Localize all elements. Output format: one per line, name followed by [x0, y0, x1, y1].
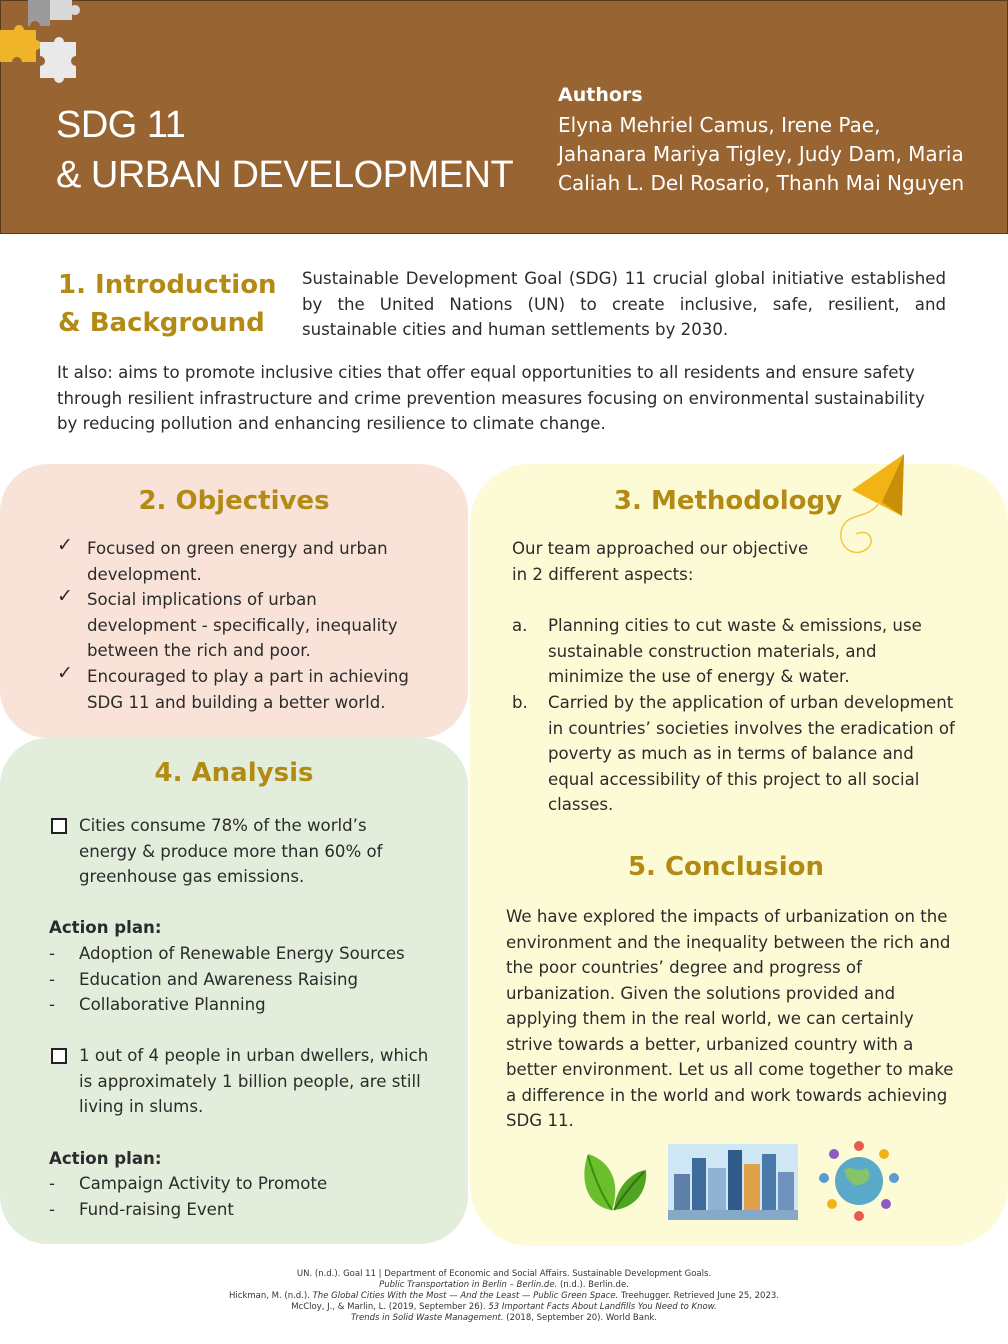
action-item: Fund-raising Event [79, 1200, 234, 1219]
objective-item: Social implications of urban development - specifically, inequality between the rich and poor. [87, 590, 398, 660]
checkbox-bullet-icon [51, 1048, 67, 1064]
intro-heading-line1: 1. Introduction [58, 270, 277, 300]
intro-paragraph-2: It also: aims to promote inclusive cities that offer equal opportunities to all residents and ensure safety through resilient infrastructure and crime prevention measures focusing on environmental sustainability by reducing pollution and enhancing resilience to climate change. [57, 363, 925, 433]
methodology-item: Carried by the application of urban development in countries’ societies involves the eradication of poverty as much as in terms of balance and equal accessibility of this project to all social classes. [548, 693, 955, 814]
dash-bullet: - [49, 1200, 55, 1219]
objective-item: Encouraged to play a part in achieving SDG 11 and building a better world. [87, 667, 409, 712]
methodology-intro-line1: Our team approached our objective [512, 539, 809, 558]
intro-heading [58, 266, 277, 342]
authors-line: Caliah L. Del Rosario, Thanh Mai Nguyen [558, 171, 965, 195]
dash-bullet: - [49, 995, 55, 1014]
action-item: Adoption of Renewable Energy Sources [79, 944, 405, 963]
methodology-intro-line2: in 2 different aspects: [512, 565, 694, 584]
checkbox-bullet-icon [51, 818, 67, 834]
objectives-title: 2. Objectives [138, 486, 330, 516]
checkmark-icon: ✓ [57, 534, 73, 556]
reference-line: Hickman, M. (n.d.). The Global Cities With the Most — And the Least — Public Green Space. Treehugger. Retrieved June 25, 2023. [229, 1291, 779, 1301]
reference-line: McCloy, J., & Marlin, L. (2019, September 26). 53 Important Facts About Landfills You Need to Know. [291, 1302, 717, 1312]
city-skyline-icon [668, 1144, 798, 1220]
action-plan-label: Action plan: [49, 918, 162, 937]
checkmark-icon: ✓ [57, 662, 73, 684]
paper-plane-icon [818, 450, 918, 560]
poster-title-line2: & URBAN DEVELOPMENT [56, 154, 514, 196]
poster-title-line1: SDG 11 [56, 104, 186, 146]
analysis-point: 1 out of 4 people in urban dwellers, which is approximately 1 billion people, are still living in slums. [79, 1046, 429, 1116]
analysis-point: Cities consume 78% of the world’s energy & produce more than 60% of greenhouse gas emissions. [79, 816, 383, 886]
analysis-title: 4. Analysis [154, 758, 314, 788]
methodology-item: Planning cities to cut waste & emissions, use sustainable construction materials, and minimize the use of energy & water. [548, 616, 922, 686]
conclusion-title: 5. Conclusion [627, 852, 825, 882]
globe-with-children-icon [814, 1138, 904, 1224]
action-item: Campaign Activity to Promote [79, 1174, 328, 1193]
reference-line: UN. (n.d.). Goal 11 | Department of Economic and Social Affairs. Sustainable Development Goals. [296, 1269, 712, 1279]
checkmark-icon: ✓ [57, 585, 73, 607]
objective-item: Focused on green energy and urban development. [87, 539, 388, 584]
reference-line: Public Transportation in Berlin – Berlin.de. (n.d.). Berlin.de. [379, 1280, 629, 1290]
authors-line: Elyna Mehriel Camus, Irene Pae, [558, 113, 881, 137]
dash-bullet: - [49, 1174, 55, 1193]
methodology-title: 3. Methodology [613, 486, 843, 516]
intro-paragraph: Sustainable Development Goal (SDG) 11 crucial global initiative established by the United Nations (UN) to create inclusive, safe, resilient, and sustainable cities and human settlements by 2030. [302, 269, 946, 339]
action-item: Education and Awareness Raising [79, 970, 359, 989]
conclusion-text: We have explored the impacts of urbanization on the environment and the inequality between the rich and the poor countries’ degree and progress of urbanization. Given the solutions provided and applying them in the real world, we can certainly strive towards a better, urbanized country with a better environment. Let us all come together to make a difference in the world and work towards achieving SDG 11. [506, 907, 954, 1130]
puzzle-pieces-icon [0, 0, 90, 90]
intro-heading-line2: & Background [58, 308, 265, 338]
list-marker: b. [512, 693, 528, 712]
dash-bullet: - [49, 944, 55, 963]
action-plan-label: Action plan: [49, 1149, 162, 1168]
reference-line: Trends in Solid Waste Management. (2018, September 20). World Bank. [351, 1313, 657, 1323]
action-item: Collaborative Planning [79, 995, 266, 1014]
dash-bullet: - [49, 970, 55, 989]
authors-heading: Authors [558, 84, 643, 106]
green-leaves-icon [578, 1146, 650, 1218]
authors-line: Jahanara Mariya Tigley, Judy Dam, Maria [558, 142, 964, 166]
list-marker: a. [512, 616, 528, 635]
